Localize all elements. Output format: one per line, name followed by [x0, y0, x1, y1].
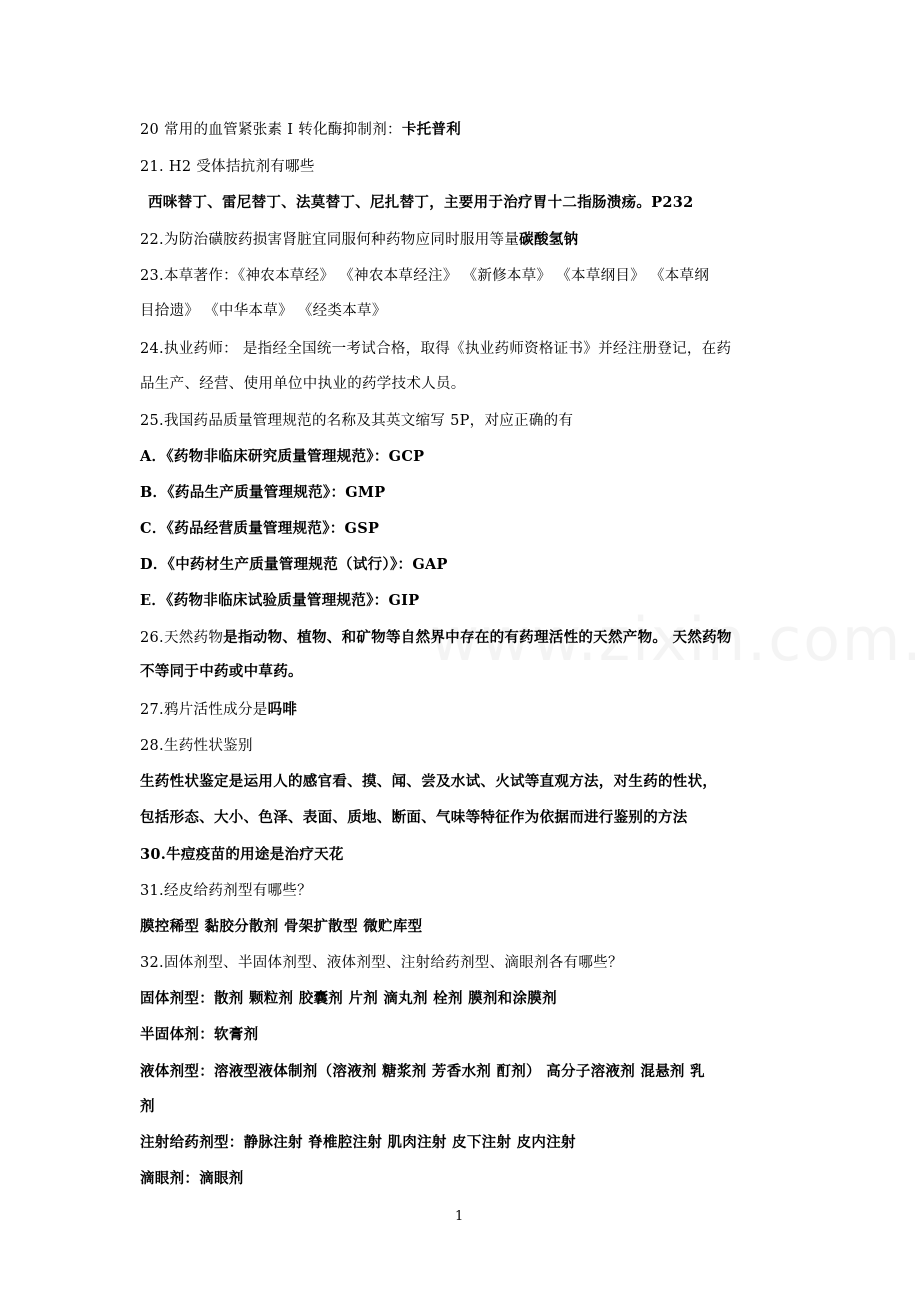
line-normal-text: 20 常用的血管紧张素 I 转化酶抑制剂：: [140, 122, 402, 138]
text-line: [140, 411, 573, 431]
text-line: [148, 193, 694, 213]
line-normal-text: 27.鸦片活性成分是: [140, 702, 268, 718]
text-line: [140, 447, 424, 467]
text-line: [140, 953, 623, 973]
line-bold-text: 卡托普利: [401, 121, 462, 138]
line-normal-text: 品生产、经营、使用单位中执业的药学技术人员。: [140, 376, 466, 392]
line-normal-text: 25.我国药品质量管理规范的名称及其英文缩写 5P，对应正确的有: [140, 413, 574, 429]
line-normal-text: 31.经皮给药剂型有哪些？: [140, 883, 312, 899]
text-line: [140, 662, 303, 682]
line-bold-text: 剂: [140, 1098, 155, 1115]
text-line: [140, 881, 312, 901]
text-line: [140, 339, 731, 359]
line-normal-text: 28.生药性状鉴别: [140, 738, 253, 754]
line-bold-text: B．《药品生产质量管理规范》：GMP: [140, 484, 386, 501]
text-line: [140, 1097, 155, 1117]
text-line: [140, 230, 578, 250]
text-line: [140, 772, 717, 792]
line-bold-text: C．《药品经营质量管理规范》：GSP: [140, 520, 380, 537]
text-line: [140, 736, 253, 756]
line-normal-text: 23.本草著作：《神农本草经》 《神农本草经注》 《新修本草》 《本草纲目》 《本草纲: [140, 268, 710, 284]
line-normal-text: 24.执业药师： 是指经全国统一考试合格，取得《执业药师资格证书》并经注册登记，在药: [140, 341, 732, 357]
line-bold-text: 膜控稀型 黏胶分散剂 骨架扩散型 微贮库型: [140, 918, 423, 935]
line-bold-text: E．《药物非临床试验质量管理规范》：GIP: [140, 592, 420, 609]
text-line: [140, 845, 344, 865]
line-bold-text: 不等同于中药或中草药。: [140, 663, 303, 680]
text-line: [140, 157, 315, 177]
text-line: [140, 628, 732, 648]
text-line: [140, 700, 297, 720]
line-bold-text: A．《药物非临床研究质量管理规范》：GCP: [140, 448, 425, 465]
line-bold-text: 是指动物、植物、和矿物等自然界中存在的有药理活性的天然产物。 天然药物: [223, 629, 732, 646]
text-line: [140, 519, 379, 539]
line-bold-text: D．《中药材生产质量管理规范（试行）》：GAP: [140, 556, 448, 573]
text-line: [140, 591, 419, 611]
text-line: [140, 120, 461, 140]
line-bold-text: 碳酸氢钠: [519, 231, 579, 248]
text-line: [140, 374, 466, 394]
line-bold-text: 滴眼剂：滴眼剂: [140, 1170, 244, 1187]
line-bold-text: 液体剂型：溶液型液体制剂（溶液剂 糖浆剂 芳香水剂 酊剂） 高分子溶液剂 混悬剂 乳: [140, 1063, 705, 1080]
line-bold-text: 生药性状鉴定是运用人的感官看、摸、闻、尝及水试、火试等直观方法，对生药的性状，: [140, 773, 718, 790]
line-bold-text: 注射给药剂型：静脉注射 脊椎腔注射 肌肉注射 皮下注射 皮内注射: [140, 1134, 576, 1151]
line-bold-text: 包括形态、大小、色泽、表面、质地、断面、气味等特征作为依据而进行鉴别的方法: [140, 809, 688, 826]
line-bold-text: 固体剂型：散剂 颗粒剂 胶囊剂 片剂 滴丸剂 栓剂 膜剂和涂膜剂: [140, 990, 557, 1007]
text-line: [140, 989, 557, 1009]
line-normal-text: 22.为防治磺胺药损害肾脏宜同服何种药物应同时服用等量: [140, 232, 520, 248]
line-normal-text: 21. H2 受体拮抗剂有哪些: [140, 159, 315, 175]
line-bold-text: 西咪替丁、雷尼替丁、法莫替丁、尼扎替丁，主要用于治疗胃十二指肠溃疡。P232: [148, 194, 694, 211]
text-line: [140, 1025, 258, 1045]
text-line: [140, 1169, 244, 1189]
line-normal-text: 目拾遗》 《中华本草》 《经类本草》: [140, 303, 387, 319]
text-line: [140, 1062, 705, 1082]
line-normal-text: 26.天然药物: [140, 630, 224, 646]
text-line: [140, 555, 448, 575]
line-bold-text: 吗啡: [267, 701, 298, 718]
text-line: [140, 1133, 576, 1153]
text-line: [140, 301, 387, 321]
text-line: [140, 266, 709, 286]
text-line: [140, 483, 386, 503]
line-normal-text: 32.固体剂型、半固体剂型、液体剂型、注射给药剂型、滴眼剂各有哪些？: [140, 955, 623, 971]
page-number: 1: [455, 1209, 464, 1224]
text-line: [140, 808, 688, 828]
line-bold-text: 30.牛痘疫苗的用途是治疗天花: [140, 846, 344, 863]
line-bold-text: 半固体剂：软膏剂: [140, 1026, 259, 1043]
text-line: [140, 917, 422, 937]
